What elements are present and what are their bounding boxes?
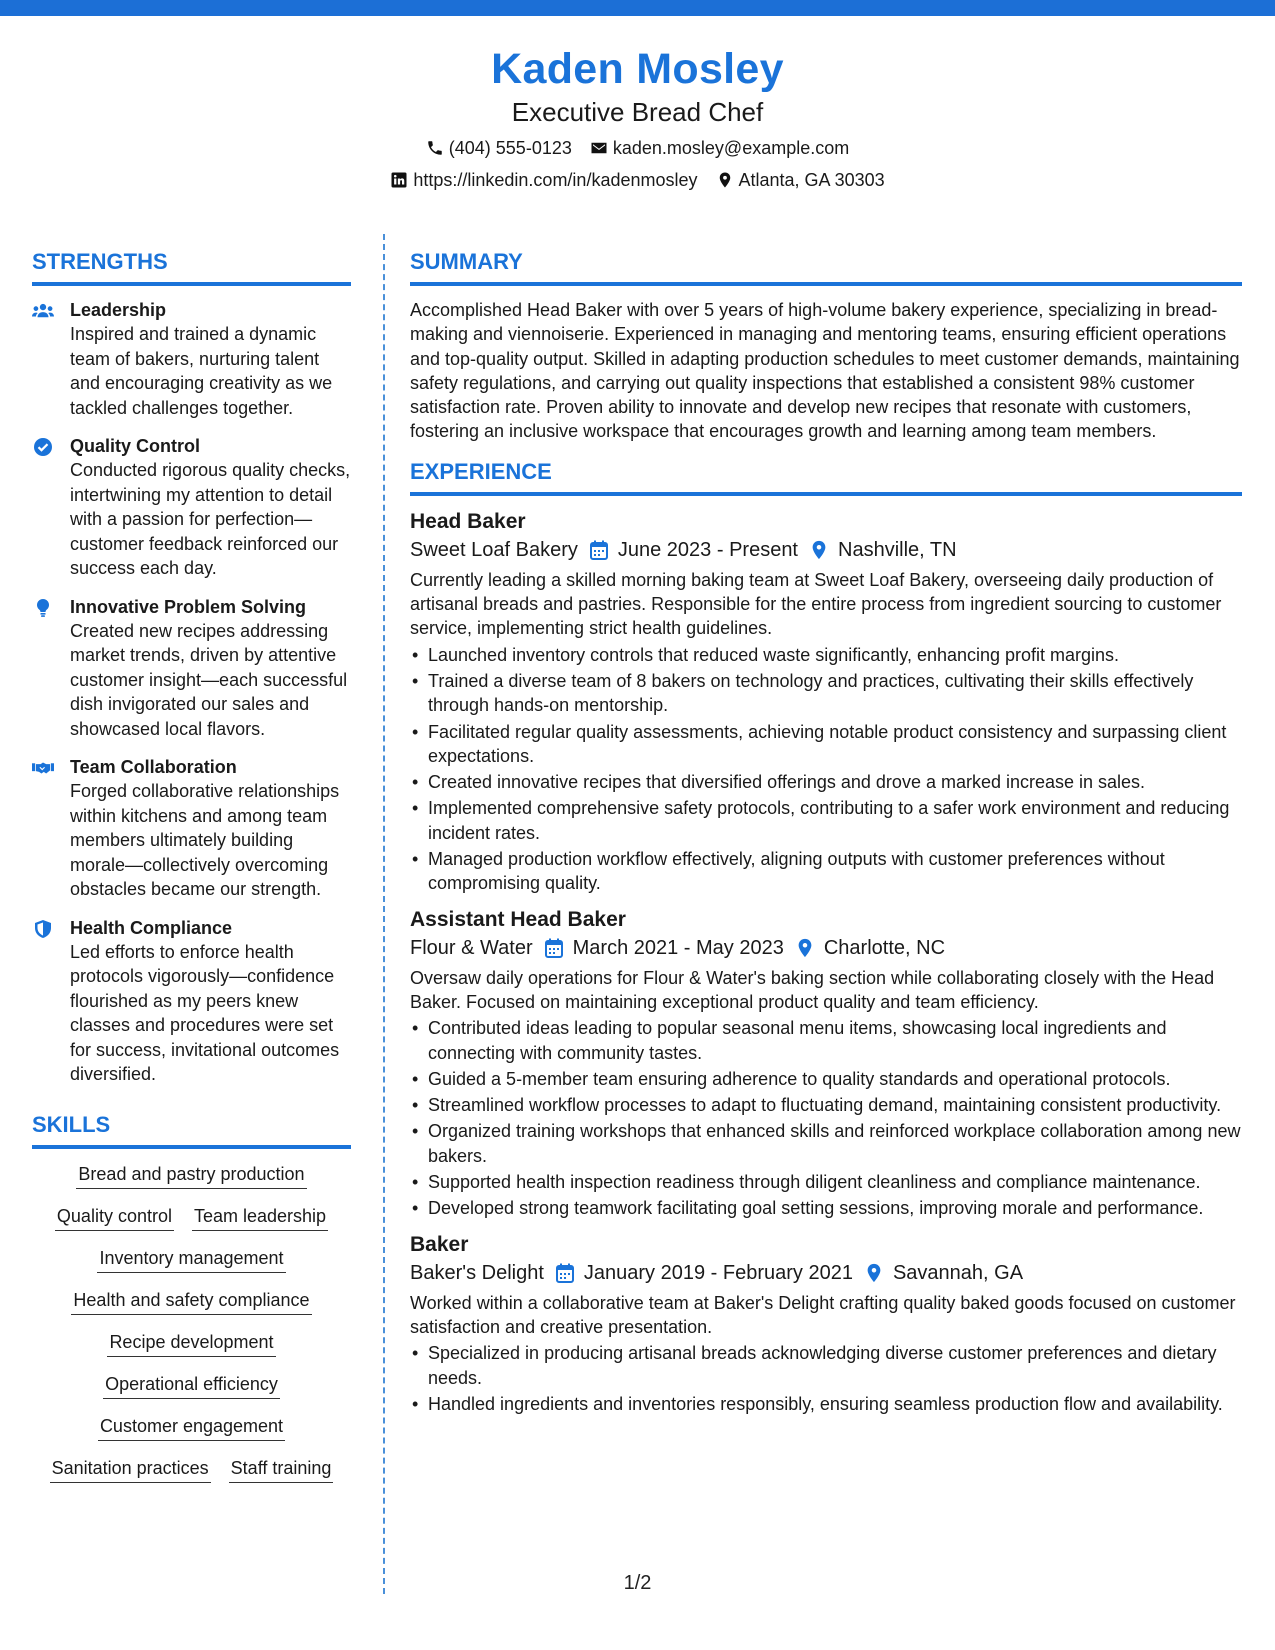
- bullet-item: • Specialized in producing artisanal breads acknowledging diverse customer preferences and dietary needs.: [428, 1341, 1242, 1390]
- skill-tag: Team leadership: [192, 1203, 328, 1231]
- map-pin-icon: [796, 938, 814, 958]
- map-pin-icon: [865, 1263, 883, 1283]
- bullet-item: • Implemented comprehensive safety protocols, contributing to a safer work environment and reducing incident rates.: [428, 796, 1242, 845]
- linkedin-icon: [390, 171, 408, 189]
- skill-tag: Customer engagement: [98, 1413, 285, 1441]
- page-number: 1/2: [623, 1572, 652, 1594]
- summary-heading: SUMMARY: [410, 248, 1242, 286]
- map-pin-icon: [810, 540, 828, 560]
- skills-list: [32, 1161, 351, 1483]
- job-location: Savannah, GA: [892, 1261, 1024, 1284]
- strength-title: Team Collaboration: [70, 757, 237, 777]
- bullet-item: • Organized training workshops that enhanced skills and reinforced workplace collaboration among new bakers.: [428, 1119, 1242, 1168]
- linkedin-text: https://linkedin.com/in/kadenmosley: [413, 170, 698, 190]
- bullet-item: • Managed production workflow effectively, aligning outputs with customer preferences without compromising quality.: [428, 847, 1242, 896]
- lightbulb-icon: [32, 598, 54, 618]
- calendar-icon: [545, 938, 563, 958]
- left-column: [32, 248, 351, 1497]
- bullet-item: • Handled ingredients and inventories responsibly, ensuring seamless production flow and availability.: [428, 1392, 1242, 1416]
- job-location: Nashville, TN: [838, 538, 957, 561]
- strength-title: Health Compliance: [70, 917, 233, 938]
- skill-tag: Recipe development: [107, 1329, 275, 1357]
- handshake-icon: [32, 758, 54, 778]
- bullet-item: • Streamlined workflow processes to adapt to fluctuating demand, maintaining consistent productivity.: [428, 1093, 1242, 1117]
- summary-text: Accomplished Head Baker with over 5 years of high-volume bakery experience, specializing in bread-making and viennoiserie. Experienced in managing and mentoring teams, ensuring efficient operations and top-quality output. Skilled in adapting production schedules to meet customer demands, maintaining safety regulations, and carrying out quality inspections that established a consistent 98% customer satisfaction rate. Proven ability to innovate and develop new recipes that resonate with customers, fostering an inclusive workspace that encourages growth and learning among team members.: [410, 300, 1240, 442]
- contact-linkedin[interactable]: [390, 168, 697, 192]
- candidate-title: Executive Bread Chef: [511, 97, 764, 127]
- check-badge-icon: [32, 437, 54, 457]
- contact-location: [716, 168, 885, 192]
- skill-tag: Inventory management: [97, 1245, 285, 1273]
- strength-desc: Created new recipes addressing market trends, driven by attentive customer insight—each successful dish invigorated our sales and showcased local flavors.: [70, 620, 348, 739]
- strength-item: [32, 595, 351, 742]
- strength-desc: Led efforts to enforce health protocols vigorously—confidence flourished as my peers knew classes and procedures were set for success, invitational outcomes diversified.: [70, 941, 340, 1084]
- bullet-item: • Created innovative recipes that diversified offerings and drove a marked increase in sales.: [428, 770, 1242, 794]
- job-meta: [410, 1259, 1242, 1287]
- envelope-icon: [590, 139, 608, 157]
- job-bullets: [410, 1341, 1242, 1416]
- bullet-item: • Trained a diverse team of 8 bakers on technology and practices, cultivating their skills effectively through hands-on mentorship.: [428, 669, 1242, 718]
- strength-title: Innovative Problem Solving: [70, 596, 307, 617]
- job-entry: [410, 1231, 1242, 1416]
- job-title: Head Baker: [410, 509, 526, 533]
- skill-tag: Sanitation practices: [50, 1455, 211, 1483]
- job-company: Flour & Water: [410, 936, 533, 959]
- skill-tag: Staff training: [229, 1455, 334, 1483]
- skill-tag: Bread and pastry production: [76, 1161, 306, 1189]
- job-dates: March 2021 - May 2023: [572, 936, 784, 959]
- users-icon: [32, 301, 54, 321]
- job-dates: June 2023 - Present: [617, 538, 798, 561]
- skill-tag: Health and safety compliance: [71, 1287, 311, 1315]
- phone-text: (404) 555-0123: [448, 138, 572, 158]
- strength-desc: Forged collaborative relationships within kitchens and among team members ultimately building morale—collectively overcoming obstacles became our strength.: [70, 781, 340, 899]
- calendar-icon: [590, 540, 608, 560]
- resume-header: [0, 44, 1275, 192]
- bullet-item: • Developed strong teamwork facilitating goal setting sessions, improving morale and performance.: [428, 1196, 1242, 1220]
- job-description: Currently leading a skilled morning baking team at Sweet Loaf Bakery, overseeing daily production of artisanal breads and pastries. Responsible for the entire process from ingredient sourcing to customer service, implementing strict health guidelines.: [410, 569, 1222, 639]
- strength-item: [32, 916, 351, 1087]
- contact-row-1: [0, 136, 1275, 160]
- job-entry: [410, 508, 1242, 896]
- contact-row-2: [0, 168, 1275, 192]
- skill-tag: Operational efficiency: [103, 1371, 280, 1399]
- job-title: Baker: [410, 1232, 469, 1256]
- bullet-item: • Supported health inspection readiness through diligent cleanliness and compliance maintenance.: [428, 1170, 1242, 1194]
- contact-phone: [426, 136, 572, 160]
- strengths-heading: STRENGTHS: [32, 248, 351, 286]
- job-entry: [410, 906, 1242, 1221]
- job-dates: January 2019 - February 2021: [583, 1261, 853, 1284]
- bullet-item: • Launched inventory controls that reduced waste significantly, enhancing profit margins.: [428, 643, 1242, 667]
- column-divider: [383, 234, 385, 1594]
- strength-title: Quality Control: [70, 436, 200, 456]
- strength-item: [32, 298, 351, 420]
- strength-title: Leadership: [70, 300, 167, 320]
- experience-heading: EXPERIENCE: [410, 458, 1242, 496]
- job-bullets: [410, 1016, 1242, 1220]
- strength-item: [32, 434, 351, 581]
- job-company: Baker's Delight: [410, 1261, 544, 1284]
- skills-heading: SKILLS: [32, 1111, 351, 1149]
- candidate-name: Kaden Mosley: [491, 45, 784, 93]
- job-meta: [410, 934, 1242, 962]
- email-text: kaden.mosley@example.com: [612, 138, 850, 158]
- phone-icon: [426, 139, 444, 157]
- job-title: Assistant Head Baker: [410, 907, 626, 931]
- job-company: Sweet Loaf Bakery: [410, 538, 578, 561]
- bullet-item: • Facilitated regular quality assessments, achieving notable product consistency and surpassing client expectations.: [428, 720, 1242, 769]
- shield-icon: [32, 919, 54, 939]
- job-meta: [410, 536, 1242, 564]
- job-location: Charlotte, NC: [823, 936, 946, 959]
- strength-item: [32, 755, 351, 902]
- bullet-item: • Contributed ideas leading to popular seasonal menu items, showcasing local ingredients and connecting with community tastes.: [428, 1016, 1242, 1065]
- skill-tag: Quality control: [55, 1203, 174, 1231]
- job-bullets: [410, 643, 1242, 896]
- calendar-icon: [556, 1263, 574, 1283]
- map-pin-icon: [716, 171, 734, 189]
- strength-desc: Conducted rigorous quality checks, intertwining my attention to detail with a passion for perfection—customer feedback reinforced our success each day.: [70, 460, 351, 578]
- job-description: Oversaw daily operations for Flour & Water's baking section while collaborating closely with the Head Baker. Focused on maintaining exceptional product quality and team efficiency.: [410, 967, 1215, 1012]
- location-text: Atlanta, GA 30303: [738, 170, 885, 190]
- contact-email[interactable]: [590, 136, 849, 160]
- strength-desc: Inspired and trained a dynamic team of bakers, nurturing talent and encouraging creativity as we tackled challenges together.: [70, 324, 333, 418]
- bullet-item: • Guided a 5-member team ensuring adherence to quality standards and operational protocols.: [428, 1067, 1242, 1091]
- top-accent-bar: [0, 0, 1275, 16]
- right-column: [410, 248, 1242, 1426]
- job-description: Worked within a collaborative team at Baker's Delight crafting quality baked goods focused on customer satisfaction and creative presentation.: [410, 1292, 1236, 1337]
